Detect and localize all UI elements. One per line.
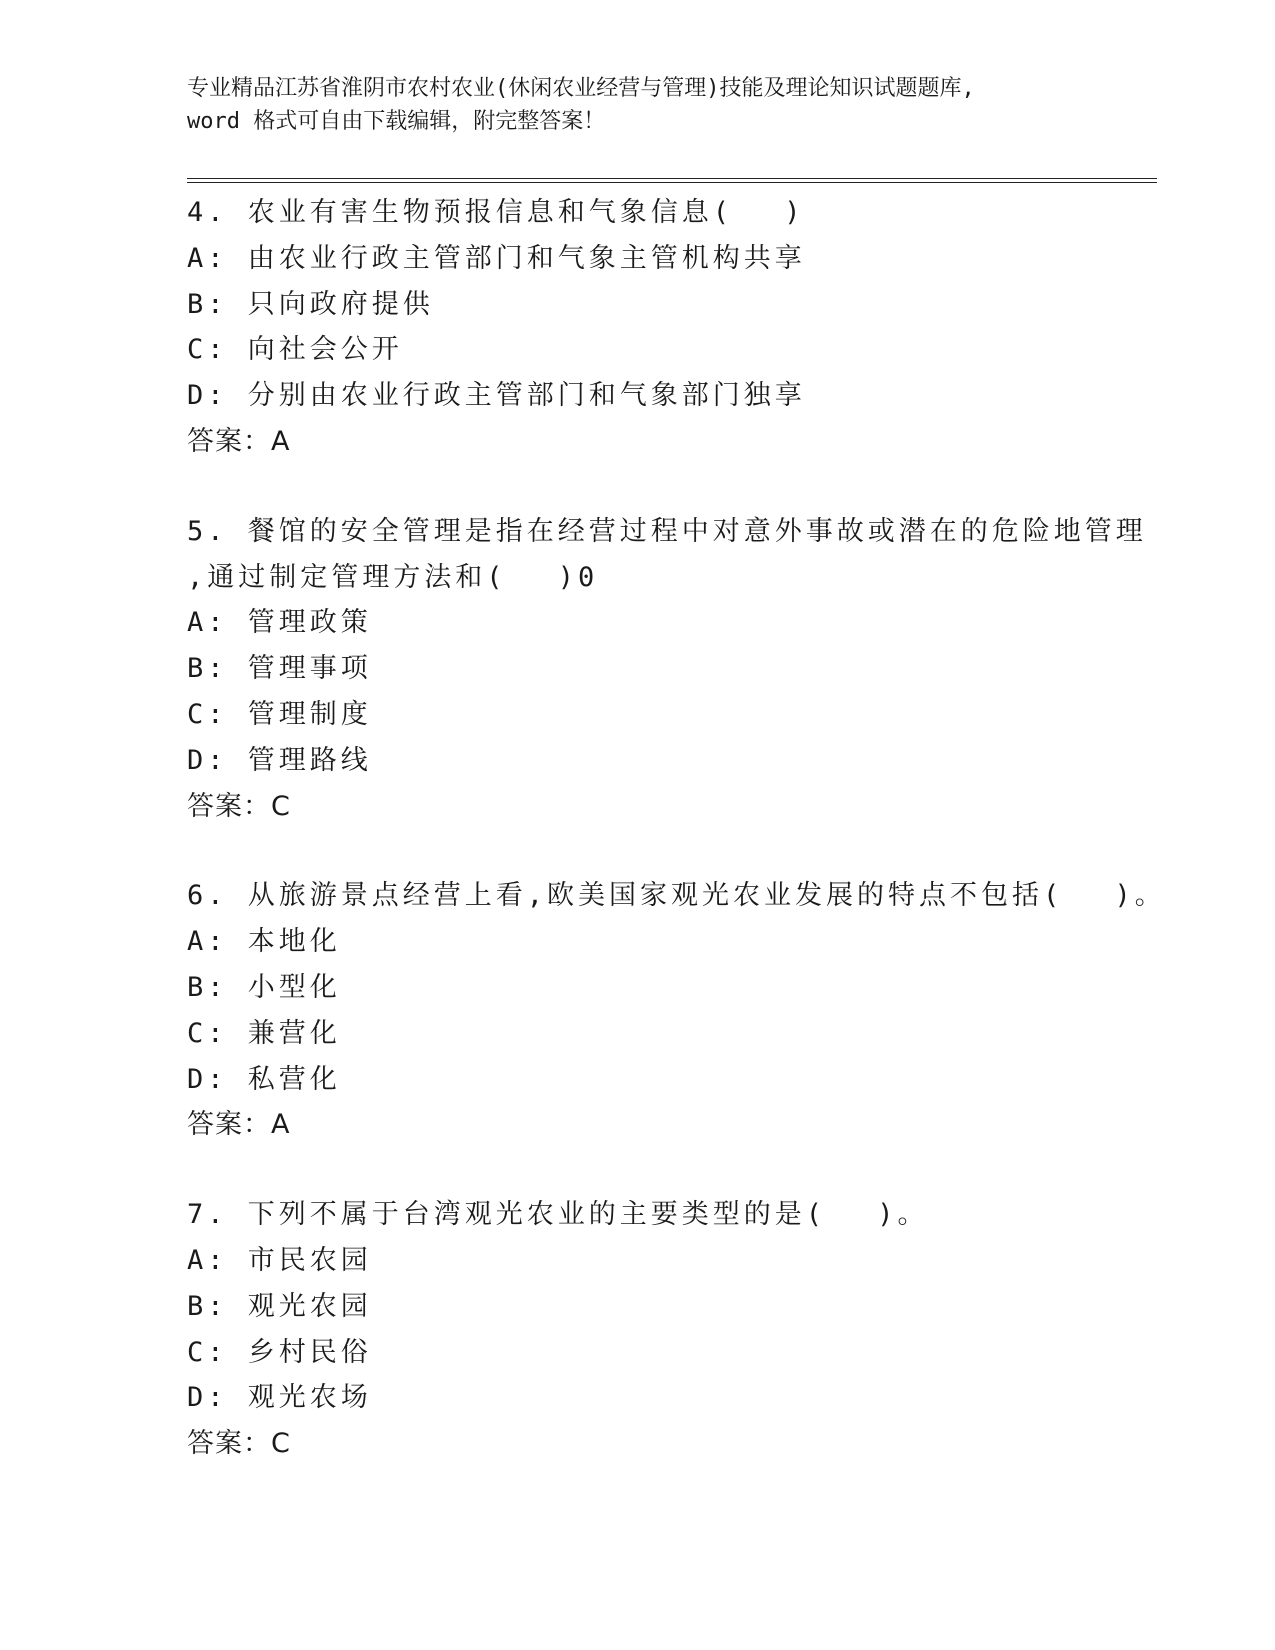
option-c: C: 向社会公开: [187, 334, 403, 366]
question-stem: 4. 农业有害生物预报信息和气象信息( ): [187, 197, 805, 228]
question-stem-continued: ,通过制定管理方法和( )0: [187, 561, 599, 593]
option-c: C: 管理制度: [187, 698, 372, 730]
document-header: [187, 72, 1087, 138]
option-a: A: 本地化: [187, 926, 341, 958]
header-title-line-2: word 格式可自由下载编辑，附完整答案！: [187, 109, 606, 134]
option-d: D: 管理路线: [187, 744, 372, 776]
option-a: A: 管理政策: [187, 607, 372, 639]
option-b: B: 小型化: [187, 971, 341, 1003]
option-c: C: 兼营化: [187, 1017, 341, 1049]
option-b: B: 观光农园: [187, 1290, 372, 1322]
question-6: [187, 873, 1166, 1148]
answer-text: 答案：A: [187, 1109, 291, 1141]
question-stem: 5. 餐馆的安全管理是指在经营过程中对意外事故或潜在的危险地管理: [187, 515, 1147, 547]
header-divider: [187, 178, 1157, 183]
option-d: D: 私营化: [187, 1063, 341, 1095]
question-stem: 7. 下列不属于台湾观光农业的主要类型的是( )。: [187, 1199, 929, 1231]
answer-text: 答案：C: [187, 790, 291, 822]
question-4: [187, 190, 1117, 465]
answer-text: 答案：A: [187, 425, 291, 457]
answer-text: 答案：C: [187, 1428, 291, 1460]
option-d: D: 观光农场: [187, 1382, 372, 1414]
question-stem: 6. 从旅游景点经营上看,欧美国家观光农业发展的特点不包括( )。: [187, 880, 1166, 912]
question-5: [187, 509, 1147, 830]
question-7: [187, 1192, 1117, 1467]
question-list: [187, 190, 1166, 1511]
option-c: C: 乡村民俗: [187, 1336, 372, 1368]
option-b: B: 只向政府提供: [187, 288, 434, 320]
option-a: A: 由农业行政主管部门和气象主管机构共享: [187, 242, 806, 274]
header-title-line-1: 专业精品江苏省淮阴市农村农业(休闲农业经营与管理)技能及理论知识试题题库,: [187, 76, 975, 101]
option-a: A: 市民农园: [187, 1244, 372, 1276]
option-b: B: 管理事项: [187, 653, 372, 685]
option-d: D: 分别由农业行政主管部门和气象部门独享: [187, 380, 806, 412]
